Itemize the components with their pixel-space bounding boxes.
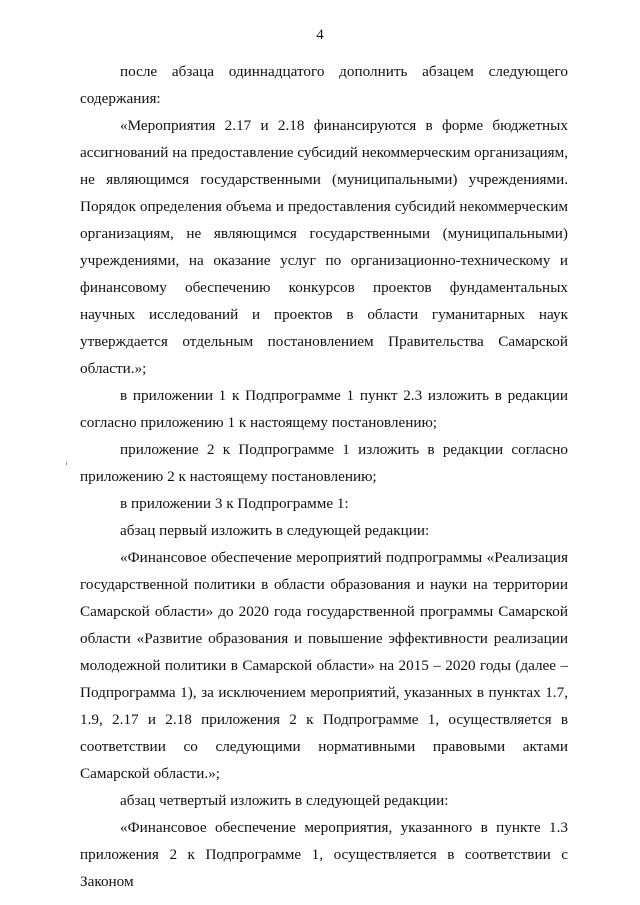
page-number: 4 xyxy=(316,27,324,43)
paragraph: в приложении 3 к Подпрограмме 1: xyxy=(120,495,349,512)
paragraph: «Финансовое обеспечение мероприятий подпрограммы «Реализация государственной политики в области образования и науки на территории Самарской области» до 2020 года государственной программы Самарской области «Развитие образования и повышение эффективности реализации молодежной политики в Самарской области» на 2015 – 2020 годы (далее – Подпрограмма 1), за исключением мероприятий, указанных в пунктах 1.7, 1.9, 2.17 и 2.18 приложения 2 к Подпрограмме 1, осуществляется в соответствии со следующими нормативными правовыми актами Самарской области.»; xyxy=(80,549,568,782)
paragraph: «Финансовое обеспечение мероприятия, указанного в пункте 1.3 приложения 2 к Подпрограмме 1, осуществляется в соответствии с Законом xyxy=(80,819,568,890)
paragraph: после абзаца одиннадцатого дополнить абзацем следующего содержания: xyxy=(80,63,568,107)
paragraph: в приложении 1 к Подпрограмме 1 пункт 2.3 изложить в редакции согласно приложению 1 к настоящему постановлению; xyxy=(80,387,568,431)
paragraph: абзац четвертый изложить в следующей редакции: xyxy=(120,792,449,809)
paragraph: приложение 2 к Подпрограмме 1 изложить в редакции согласно приложению 2 к настоящему постановлению; xyxy=(80,441,568,485)
paragraph: «Мероприятия 2.17 и 2.18 финансируются в форме бюджетных ассигнований на предоставление субсидий некоммерческим организациям, не являющимся государственными (муниципальными) учреждениями. Порядок определения объема и предоставления субсидий некоммерческим организациям, не являющимся государственными (муниципальными) учреждениями, на оказание услуг по организационно-техническому и финансовому обеспечению конкурсов проектов фундаментальных научных исследований и проектов в области гуманитарных наук утверждается отдельным постановлением Правительства Самарской области.»; xyxy=(80,117,568,377)
document-body xyxy=(80,58,568,895)
margin-mark xyxy=(66,462,67,465)
paragraph: абзац первый изложить в следующей редакции: xyxy=(120,522,430,539)
